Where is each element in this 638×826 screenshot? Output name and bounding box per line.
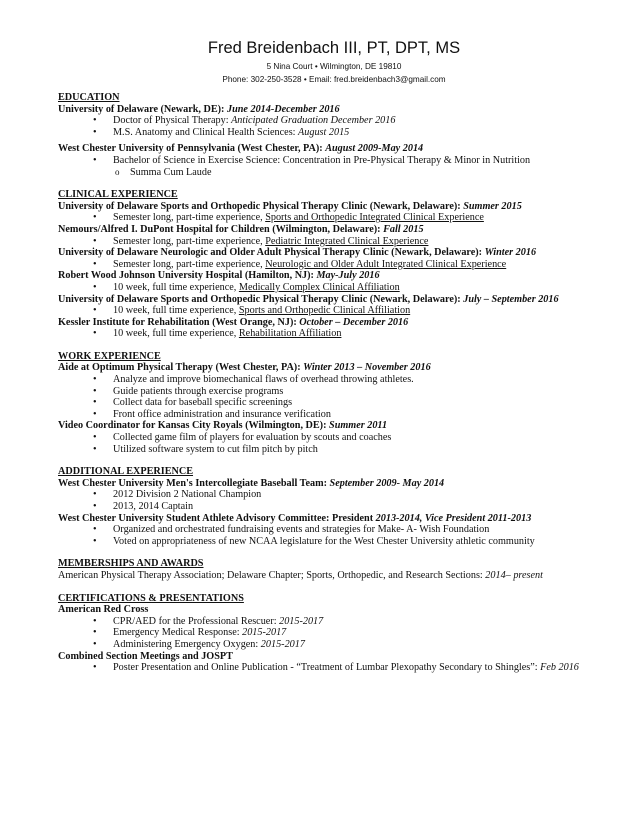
degree-ms — [58, 127, 610, 139]
c3-org: University of Delaware Neurologic and Older Adult Physical Therapy Clinic (Newark, Delaware): — [58, 247, 483, 259]
additional-entry-2 — [58, 513, 610, 525]
work-item: • Collected game film of players for evaluation by scouts and coaches — [58, 432, 610, 444]
c5-org: University of Delaware Sports and Orthopedic Physical Therapy Clinic (Newark, Delaware): — [58, 293, 461, 305]
w2-org: Video Coordinator for Kansas City Royals (Wilmington, DE): — [58, 420, 327, 432]
cert-org-1: American Red Cross — [58, 604, 149, 616]
w1-org: Aide at Optimum Physical Therapy (West Chester, PA): — [58, 362, 301, 374]
clinical-entry-2 — [58, 224, 610, 236]
education-entry-wcu — [58, 143, 610, 155]
cert-text: CPR/AED for the Professional Rescuer: — [113, 615, 277, 627]
cert-dates: 2015-2017 — [279, 615, 324, 627]
w1-dates: Winter 2013 – November 2016 — [303, 362, 431, 374]
ms-note: August 2015 — [298, 126, 350, 138]
honors-text: Summa Cum Laude — [130, 166, 212, 178]
degree-bs — [58, 155, 610, 167]
work-entry-1 — [58, 362, 610, 374]
a2-org: West Chester University Student Athlete Advisory Committee: President — [58, 512, 374, 524]
cert-text: Emergency Medical Response: — [113, 627, 240, 639]
dpt-note: Anticipated Graduation December 2016 — [231, 115, 396, 127]
c5-dates: July – September 2016 — [463, 293, 559, 305]
work-heading: WORK EXPERIENCE — [58, 350, 161, 362]
c1-dates: Summer 2015 — [463, 200, 522, 212]
cert-text: Administering Emergency Oxygen: — [113, 638, 259, 650]
work-item: • Guide patients through exercise programs — [58, 386, 610, 398]
clinical-item-5 — [58, 305, 610, 317]
certifications-heading: CERTIFICATIONS & PRESENTATIONS — [58, 592, 244, 604]
clinical-item-1 — [58, 212, 610, 224]
work-item: • Utilized software system to cut film pitch by pitch — [58, 444, 610, 456]
c3-dates: Winter 2016 — [484, 247, 537, 259]
cert-dates: 2015-2017 — [260, 638, 305, 650]
a1-dates: September 2009- May 2014 — [329, 477, 445, 489]
wcu-org: West Chester University of Pennsylvania (West Chester, PA): — [58, 143, 323, 155]
cert-item — [58, 639, 610, 651]
c6-org: Kessler Institute for Rehabilitation (West Orange, NJ): — [58, 316, 297, 328]
resume-page — [58, 38, 610, 674]
ud-dates: June 2014-December 2016 — [227, 103, 340, 115]
additional-entry-1 — [58, 478, 610, 490]
a1-org: West Chester University Men's Intercollegiate Baseball Team: — [58, 477, 327, 489]
clinical-item-4 — [58, 282, 610, 294]
additional-item: • 2013, 2014 Captain — [58, 501, 610, 513]
work-item: • Collect data for baseball specific screenings — [58, 397, 610, 409]
c1-link: Sports and Orthopedic Integrated Clinical Experience — [265, 212, 484, 224]
degree-dpt — [58, 115, 610, 127]
resume-header — [58, 38, 610, 85]
bs-text: Bachelor of Science in Exercise Science: Concentration in Pre-Physical Therapy & Minor in Nutrition — [113, 154, 531, 166]
ms-text: M.S. Anatomy and Clinical Health Sciences: — [113, 126, 296, 138]
c6-dates: October – December 2016 — [299, 316, 409, 328]
contact-line: Phone: 302-250-3528 • Email: fred.breidenbach3@gmail.com — [222, 75, 446, 84]
w2-dates: Summer 2011 — [329, 420, 388, 432]
dpt-text: Doctor of Physical Therapy: — [113, 115, 229, 127]
additional-section — [58, 466, 610, 547]
education-section — [58, 92, 610, 178]
work-item: • Analyze and improve biomechanical flaws of overhead throwing athletes. — [58, 374, 610, 386]
honors — [58, 167, 610, 179]
cert-dates: 2015-2017 — [242, 627, 287, 639]
ud-org: University of Delaware (Newark, DE): — [58, 103, 225, 115]
clinical-entry-4 — [58, 270, 610, 282]
c4-link: Medically Complex Clinical Affiliation — [238, 281, 400, 293]
c2-dates: Fall 2015 — [383, 223, 424, 235]
c2-org: Nemours/Alfred I. DuPont Hospital for Children (Wilmington, Delaware): — [58, 223, 381, 235]
presentation-date: Feb 2016 — [540, 662, 579, 674]
clinical-item-2 — [58, 236, 610, 248]
clinical-entry-6 — [58, 317, 610, 329]
additional-item: • 2012 Division 2 National Champion — [58, 489, 610, 501]
c3-link: Neurologic and Older Adult Integrated Clinical Experience — [265, 258, 507, 270]
clinical-section — [58, 189, 610, 340]
c5-pre: 10 week, full time experience, — [113, 305, 237, 317]
c2-link: Pediatric Integrated Clinical Experience — [265, 235, 429, 247]
c2-pre: Semester long, part-time experience, — [113, 235, 263, 247]
work-item: • Front office administration and insurance verification — [58, 409, 610, 421]
c6-pre: 10 week, full time experience, — [113, 328, 237, 340]
memberships-heading: MEMBERSHIPS AND AWARDS — [58, 558, 204, 570]
clinical-heading: CLINICAL EXPERIENCE — [58, 189, 178, 201]
additional-item: • Organized and orchestrated fundraising events and strategies for Make- A- Wish Foundation — [58, 524, 610, 536]
education-heading: EDUCATION — [58, 92, 120, 103]
work-section — [58, 351, 610, 455]
clinical-item-3 — [58, 259, 610, 271]
address-line: 5 Nina Court • Wilmington, DE 19810 — [266, 62, 402, 71]
memberships-body: American Physical Therapy Association; Delaware Chapter; Sports, Orthopedic, and Research Sections: — [58, 569, 483, 581]
c4-org: Robert Wood Johnson University Hospital (Hamilton, NJ): — [58, 270, 314, 282]
additional-item: • Voted on appropriateness of new NCAA legislature for the West Chester University athletic community — [58, 536, 610, 548]
c1-pre: Semester long, part-time experience, — [113, 212, 263, 224]
presentation-text: Poster Presentation and Online Publication - “Treatment of Lumbar Plexopathy Secondary to Shingles”: — [113, 662, 538, 674]
c6-link: Rehabilitation Affiliation — [238, 328, 342, 340]
c3-pre: Semester long, part-time experience, — [113, 258, 263, 270]
memberships-text — [58, 570, 610, 582]
clinical-entry-3 — [58, 247, 610, 259]
clinical-item-6 — [58, 328, 610, 340]
wcu-dates: August 2009-May 2014 — [325, 143, 424, 155]
c5-link: Sports and Orthopedic Clinical Affiliation — [238, 305, 411, 317]
memberships-section — [58, 558, 610, 581]
clinical-entry-1 — [58, 201, 610, 213]
work-entry-2 — [58, 420, 610, 432]
c4-dates: May-July 2016 — [316, 270, 380, 282]
c1-org: University of Delaware Sports and Orthopedic Physical Therapy Clinic (Newark, Delaware): — [58, 200, 461, 212]
memberships-dates: 2014– present — [485, 569, 543, 581]
cert-item — [58, 627, 610, 639]
education-entry-ud — [58, 104, 610, 116]
certifications-section — [58, 593, 610, 674]
presentation-item — [58, 662, 610, 674]
cert-org-2: Combined Section Meetings and JOSPT — [58, 650, 233, 662]
a2-dates: 2013-2014, Vice President 2011-2013 — [375, 512, 532, 524]
cert-item — [58, 616, 610, 628]
clinical-entry-5 — [58, 294, 610, 306]
c4-pre: 10 week, full time experience, — [113, 281, 237, 293]
candidate-name: Fred Breidenbach III, PT, DPT, MS — [207, 39, 461, 57]
additional-heading: ADDITIONAL EXPERIENCE — [58, 466, 194, 478]
